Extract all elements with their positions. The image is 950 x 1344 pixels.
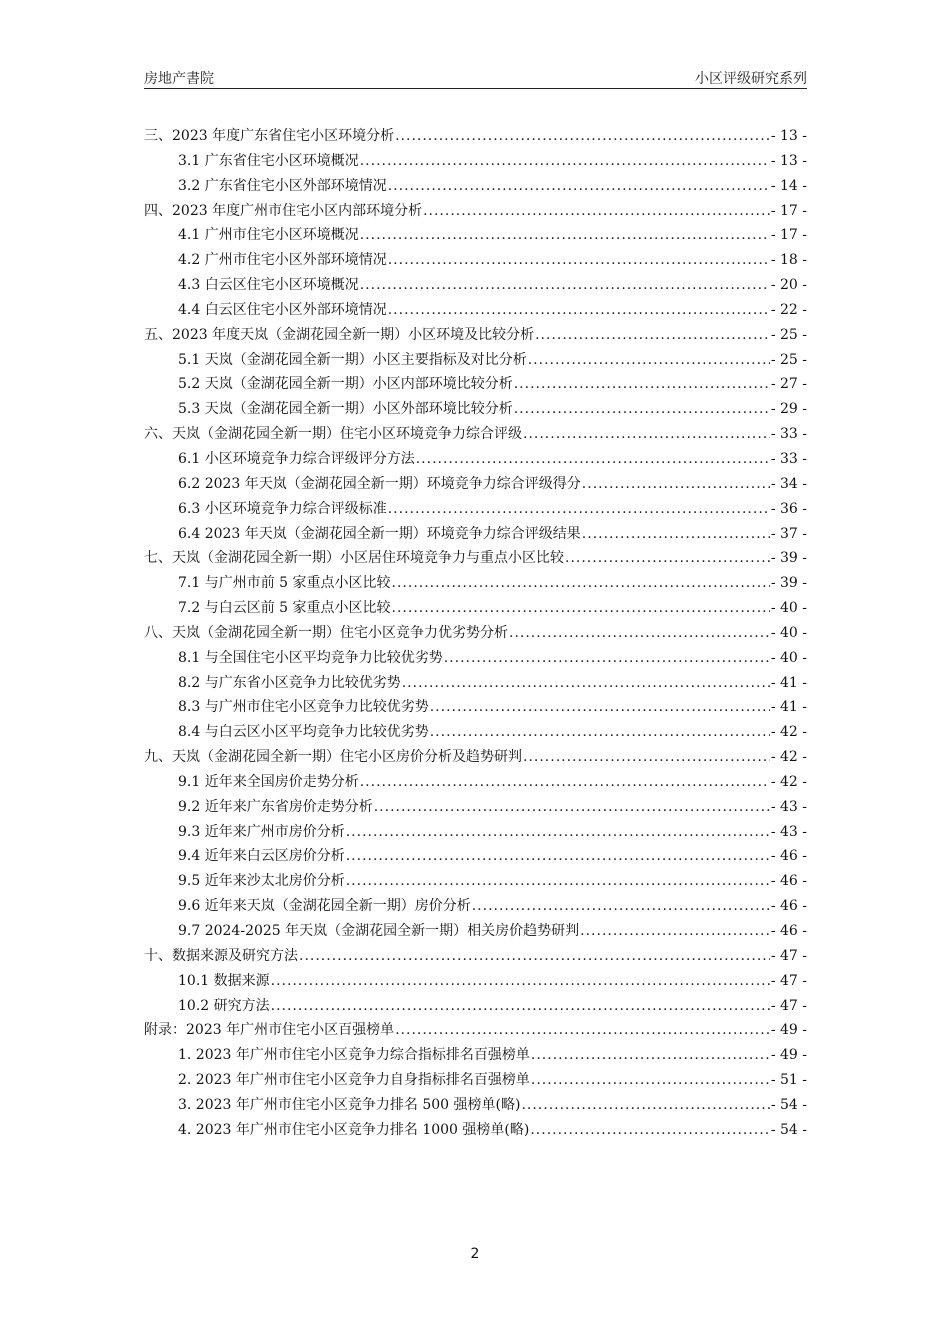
toc-section-entry[interactable]: [144, 273, 807, 298]
toc-section-entry[interactable]: [144, 695, 807, 720]
toc-dot-leader: [582, 472, 770, 497]
toc-entry-page: - 34 -: [770, 475, 807, 492]
toc-entry-page: - 49 -: [770, 1047, 807, 1064]
toc-chapter-entry[interactable]: [144, 124, 807, 149]
toc-section-entry[interactable]: [144, 571, 807, 596]
toc-entry-title: 2. 2023 年广州市住宅小区竞争力自身指标排名百强榜单: [178, 1072, 530, 1089]
toc-section-entry[interactable]: [144, 646, 807, 671]
toc-section-entry[interactable]: [144, 1118, 807, 1143]
toc-dot-leader: [416, 447, 770, 472]
toc-entry-page: - 14 -: [770, 177, 807, 194]
toc-entry-page: - 29 -: [770, 401, 807, 418]
toc-entry-page: - 22 -: [770, 301, 807, 318]
toc-dot-leader: [528, 348, 770, 373]
toc-dot-leader: [271, 994, 770, 1019]
toc-entry-page: - 47 -: [770, 997, 807, 1014]
toc-entry-page: - 39 -: [770, 575, 807, 592]
toc-dot-leader: [514, 397, 770, 422]
toc-entry-page: - 46 -: [770, 898, 807, 915]
toc-section-entry[interactable]: [144, 447, 807, 472]
toc-chapter-entry[interactable]: [144, 422, 807, 447]
toc-chapter-entry[interactable]: [144, 621, 807, 646]
toc-entry-page: - 41 -: [770, 699, 807, 716]
toc-entry-page: - 42 -: [770, 773, 807, 790]
toc-entry-page: - 46 -: [770, 923, 807, 939]
toc-section-entry[interactable]: [144, 994, 807, 1019]
toc-entry-title: 8.3 与广州市住宅小区竞争力比较优劣势: [178, 699, 429, 716]
toc-section-entry[interactable]: [144, 919, 807, 944]
toc-dot-leader: [531, 1068, 770, 1093]
toc-entry-page: - 18 -: [770, 252, 807, 269]
toc-entry-page: - 51 -: [770, 1072, 807, 1089]
toc-section-entry[interactable]: [144, 596, 807, 621]
toc-section-entry[interactable]: [144, 1043, 807, 1068]
toc-dot-leader: [523, 745, 770, 770]
toc-entry-page: - 54 -: [770, 1121, 807, 1138]
toc-entry-page: - 40 -: [770, 649, 807, 666]
toc-entry-title: 4.2 广州市住宅小区外部环境情况: [178, 252, 387, 269]
toc-dot-leader: [388, 298, 770, 323]
toc-entry-page: - 39 -: [770, 550, 807, 567]
toc-entry-title: 10.1 数据来源: [178, 972, 270, 989]
toc-section-entry[interactable]: [144, 869, 807, 894]
toc-entry-title: 3.1 广东省住宅小区环境概况: [178, 152, 359, 169]
toc-entry-page: - 40 -: [770, 600, 807, 617]
toc-entry-title: 6.2 2023 年天岚（金湖花园全新一期）环境竞争力综合评级得分: [178, 475, 581, 492]
toc-entry-title: 9.1 近年来全国房价走势分析: [178, 773, 359, 790]
toc-dot-leader: [346, 820, 770, 845]
toc-section-entry[interactable]: [144, 472, 807, 497]
toc-entry-page: - 47 -: [770, 972, 807, 989]
toc-entry-title: 9.7 2024-2025 年天岚（金湖花园全新一期）相关房价趋势研判: [178, 923, 580, 939]
toc-chapter-entry[interactable]: [144, 546, 807, 571]
toc-dot-leader: [360, 223, 770, 248]
toc-entry-title: 7.1 与广州市前 5 家重点小区比较: [178, 575, 391, 592]
toc-dot-leader: [299, 944, 770, 969]
toc-entry-page: - 47 -: [770, 947, 807, 964]
toc-entry-title: 9.3 近年来广州市房价分析: [178, 823, 345, 840]
toc-dot-leader: [582, 522, 770, 547]
toc-dot-leader: [580, 919, 770, 944]
toc-entry-page: - 25 -: [770, 326, 807, 343]
toc-entry-page: - 17 -: [770, 227, 807, 244]
toc-dot-leader: [472, 894, 770, 919]
toc-dot-leader: [360, 149, 770, 174]
toc-section-entry[interactable]: [144, 671, 807, 696]
toc-entry-title: 六、天岚（金湖花园全新一期）住宅小区环境竞争力综合评级: [144, 426, 522, 443]
toc-entry-page: - 37 -: [770, 525, 807, 542]
toc-dot-leader: [388, 174, 770, 199]
toc-section-entry[interactable]: [144, 969, 807, 994]
toc-entry-title: 三、2023 年度广东省住宅小区环境分析: [144, 128, 395, 144]
toc-section-entry[interactable]: [144, 844, 807, 869]
toc-entry-title: 五、2023 年度天岚（金湖花园全新一期）小区环境及比较分析: [144, 326, 535, 343]
toc-chapter-entry[interactable]: [144, 199, 807, 224]
toc-section-entry[interactable]: [144, 1093, 807, 1118]
toc-dot-leader: [509, 621, 770, 646]
toc-entry-title: 十、数据来源及研究方法: [144, 947, 298, 964]
toc-entry-title: 4.3 白云区住宅小区环境概况: [178, 277, 359, 294]
toc-section-entry[interactable]: [144, 248, 807, 273]
toc-entry-title: 附录：2023 年广州市住宅小区百强榜单: [144, 1022, 395, 1039]
toc-entry-page: - 25 -: [770, 351, 807, 368]
toc-entry-page: - 41 -: [770, 674, 807, 691]
toc-section-entry[interactable]: [144, 720, 807, 745]
toc-entry-page: - 33 -: [770, 426, 807, 443]
toc-entry-title: 3.2 广东省住宅小区外部环境情况: [178, 177, 387, 194]
toc-section-entry[interactable]: [144, 149, 807, 174]
toc-dot-leader: [521, 1093, 769, 1118]
toc-dot-leader: [392, 596, 770, 621]
toc-section-entry[interactable]: [144, 348, 807, 373]
toc-entry-title: 4.1 广州市住宅小区环境概况: [178, 227, 359, 244]
toc-section-entry[interactable]: [144, 223, 807, 248]
toc-dot-leader: [360, 770, 770, 795]
toc-dot-leader: [388, 497, 770, 522]
toc-dot-leader: [530, 1118, 769, 1143]
toc-dot-leader: [430, 720, 770, 745]
toc-dot-leader: [514, 372, 770, 397]
toc-section-entry[interactable]: [144, 795, 807, 820]
toc-entry-title: 10.2 研究方法: [178, 997, 270, 1014]
toc-entry-title: 8.2 与广东省小区竞争力比较优劣势: [178, 674, 401, 691]
toc-entry-page: - 42 -: [770, 749, 807, 766]
toc-dot-leader: [395, 124, 770, 149]
toc-entry-page: - 43 -: [770, 823, 807, 840]
toc-entry-title: 九、天岚（金湖花园全新一期）住宅小区房价分析及趋势研判: [144, 749, 522, 766]
toc-entry-title: 9.6 近年来天岚（金湖花园全新一期）房价分析: [178, 898, 471, 915]
toc-entry-page: - 36 -: [770, 500, 807, 517]
toc-section-entry[interactable]: [144, 770, 807, 795]
toc-entry-title: 八、天岚（金湖花园全新一期）住宅小区竞争力优劣势分析: [144, 624, 508, 641]
toc-section-entry[interactable]: [144, 397, 807, 422]
toc-dot-leader: [395, 1018, 770, 1043]
toc-entry-page: - 46 -: [770, 848, 807, 865]
toc-entry-title: 6.4 2023 年天岚（金湖花园全新一期）环境竞争力综合评级结果: [178, 525, 581, 542]
toc-dot-leader: [271, 969, 770, 994]
toc-entry-title: 8.4 与白云区小区平均竞争力比较优劣势: [178, 724, 429, 741]
toc-entry-page: - 46 -: [770, 873, 807, 890]
toc-entry-page: - 13 -: [770, 152, 807, 169]
toc-section-entry[interactable]: [144, 372, 807, 397]
toc-chapter-entry[interactable]: [144, 944, 807, 969]
toc-dot-leader: [423, 199, 770, 224]
toc-entry-title: 8.1 与全国住宅小区平均竞争力比较优劣势: [178, 649, 443, 666]
toc-dot-leader: [388, 248, 770, 273]
toc-section-entry[interactable]: [144, 497, 807, 522]
toc-entry-title: 四、2023 年度广州市住宅小区内部环境分析: [144, 202, 423, 219]
toc-entry-title: 9.5 近年来沙太北房价分析: [178, 873, 345, 890]
toc-entry-page: - 17 -: [770, 202, 807, 219]
toc-entry-title: 9.2 近年来广东省房价走势分析: [178, 798, 373, 815]
toc-entry-title: 6.1 小区环境竞争力综合评级评分方法: [178, 450, 415, 467]
toc-section-entry[interactable]: [144, 820, 807, 845]
toc-entry-title: 3. 2023 年广州市住宅小区竞争力排名 500 强榜单(略): [178, 1096, 521, 1113]
toc-entry-page: - 42 -: [770, 724, 807, 741]
toc-entry-page: - 33 -: [770, 450, 807, 467]
toc-chapter-entry[interactable]: [144, 745, 807, 770]
toc-section-entry[interactable]: [144, 174, 807, 199]
toc-entry-page: - 20 -: [770, 277, 807, 294]
toc-entry-title: 9.4 近年来白云区房价分析: [178, 848, 345, 865]
toc-entry-title: 6.3 小区环境竞争力综合评级标准: [178, 500, 387, 517]
toc-entry-page: - 54 -: [770, 1096, 807, 1113]
toc-entry-title: 4. 2023 年广州市住宅小区竞争力排名 1000 强榜单(略): [178, 1121, 530, 1138]
toc-dot-leader: [402, 671, 770, 696]
toc-section-entry[interactable]: [144, 1068, 807, 1093]
toc-entry-title: 5.3 天岚（金湖花园全新一期）小区外部环境比较分析: [178, 401, 513, 418]
header-publisher: 房地产書院: [144, 71, 214, 87]
toc-dot-leader: [430, 695, 770, 720]
toc-chapter-entry[interactable]: [144, 323, 807, 348]
toc-entry-title: 4.4 白云区住宅小区外部环境情况: [178, 301, 387, 318]
toc-section-entry[interactable]: [144, 894, 807, 919]
toc-dot-leader: [346, 869, 770, 894]
toc-dot-leader: [531, 1043, 770, 1068]
toc-entry-title: 七、天岚（金湖花园全新一期）小区居住环境竞争力与重点小区比较: [144, 550, 564, 567]
toc-entry-page: - 49 -: [770, 1022, 807, 1039]
toc-entry-page: - 40 -: [770, 624, 807, 641]
toc-dot-leader: [392, 571, 770, 596]
toc-dot-leader: [374, 795, 770, 820]
page-header: [144, 66, 807, 89]
toc-dot-leader: [565, 546, 770, 571]
toc-section-entry[interactable]: [144, 298, 807, 323]
header-series: 小区评级研究系列: [695, 71, 807, 87]
table-of-contents: [144, 124, 807, 1143]
toc-dot-leader: [535, 323, 770, 348]
toc-chapter-entry[interactable]: [144, 1018, 807, 1043]
toc-entry-title: 1. 2023 年广州市住宅小区竞争力综合指标排名百强榜单: [178, 1047, 530, 1064]
toc-entry-title: 5.2 天岚（金湖花园全新一期）小区内部环境比较分析: [178, 376, 513, 393]
toc-entry-page: - 13 -: [770, 128, 807, 144]
toc-dot-leader: [346, 844, 770, 869]
toc-dot-leader: [360, 273, 770, 298]
toc-dot-leader: [444, 646, 770, 671]
toc-entry-page: - 43 -: [770, 798, 807, 815]
toc-entry-title: 7.2 与白云区前 5 家重点小区比较: [178, 600, 391, 617]
toc-dot-leader: [523, 422, 770, 447]
toc-entry-page: - 27 -: [770, 376, 807, 393]
toc-section-entry[interactable]: [144, 522, 807, 547]
page-number: 2: [470, 1246, 480, 1262]
toc-entry-title: 5.1 天岚（金湖花园全新一期）小区主要指标及对比分析: [178, 351, 527, 368]
